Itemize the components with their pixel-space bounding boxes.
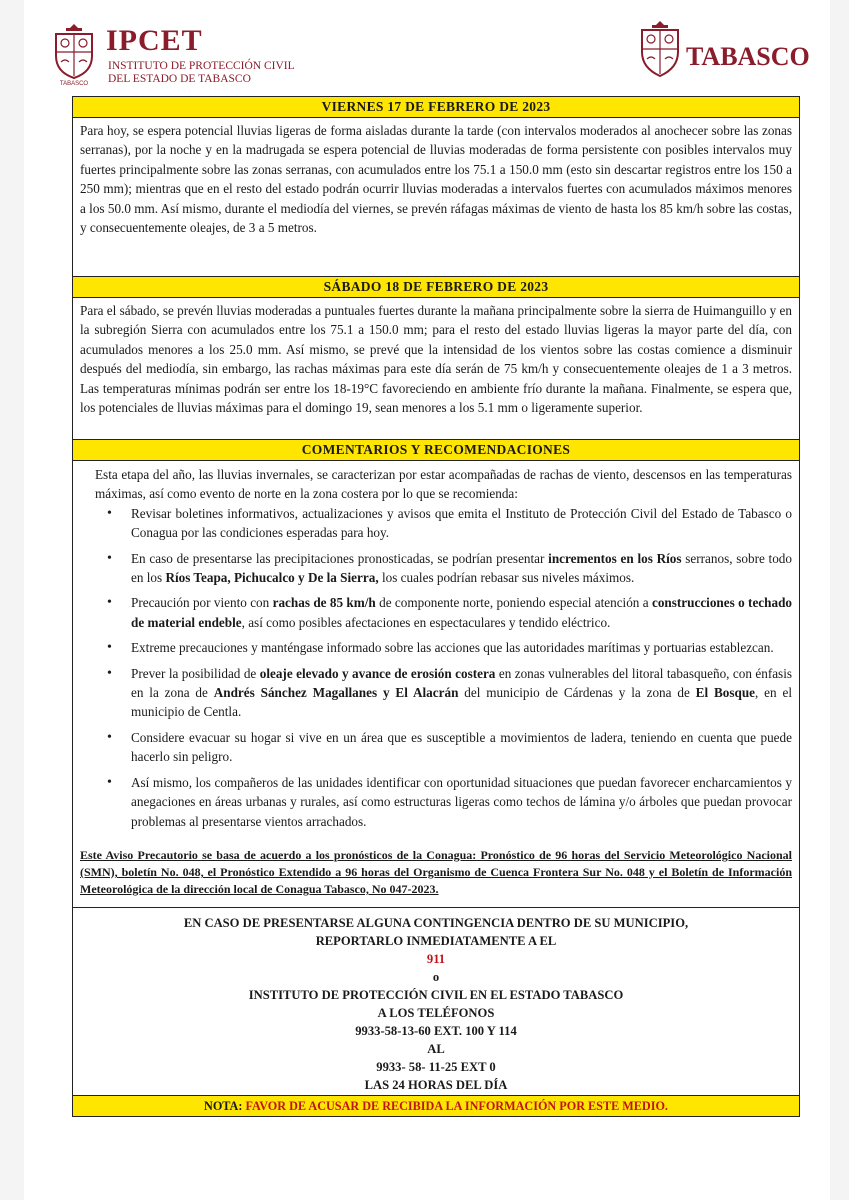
tabasco-title: TABASCO [686, 42, 810, 71]
list-item [131, 638, 792, 657]
saturday-section [73, 298, 799, 440]
list-item [131, 728, 792, 767]
list-item [131, 664, 792, 722]
recommendation-emphasis: incrementos en los Ríos [548, 550, 682, 566]
recommendation-text: Revisar boletines informativos, actualizaciones y avisos que emita el Instituto de Protección Civil del Estado de Tabasco o Conagua por las condiciones esperadas para hoy. [131, 505, 792, 541]
contact-al: AL [427, 1041, 445, 1056]
footer-note-message: FAVOR DE ACUSAR DE RECIBIDA LA INFORMACIÓN POR ESTE MEDIO. [245, 1099, 668, 1113]
recommendation-text: Considere evacuar su hogar si vive en un área que es susceptible a movimientos de ladera, teniendo en cuenta que puede hacerlo sin peligro. [131, 729, 792, 765]
ipcet-subtitle [108, 60, 295, 86]
footer-note [73, 1095, 799, 1116]
ipcet-coat-of-arms-icon [50, 22, 98, 86]
recommendation-text: En caso de presentarse las precipitaciones pronosticadas, se podrían presentar [131, 550, 549, 566]
contact-line-1: EN CASO DE PRESENTARSE ALGUNA CONTINGENCIA DENTRO DE SU MUNICIPIO, [183, 915, 689, 930]
friday-section [73, 118, 799, 277]
comments-heading: COMENTARIOS Y RECOMENDACIONES [73, 440, 799, 461]
recommendation-emphasis: El Bosque [695, 685, 756, 701]
recommendation-text: , así como posibles afectaciones en espectaculares y tendido eléctrico. [241, 614, 611, 630]
comments-intro: Esta etapa del año, las lluvias invernales, se caracterizan por estar acompañadas de rachas de viento, descensos en las temperaturas máximas, así como evento de norte en la zona costera por lo que se recomienda: [95, 467, 792, 502]
contact-hours: LAS 24 HORAS DEL DÍA [364, 1077, 508, 1092]
phone-number-2: 9933- 58- 11-25 EXT 0 [376, 1059, 496, 1074]
recommendation-emphasis: oleaje elevado y avance de erosión costera [259, 665, 496, 681]
bulletin-table [72, 96, 800, 1117]
recommendation-text: , en el municipio de Centla. [131, 685, 792, 720]
contact-line-2: REPORTARLO INMEDIATAMENTE A EL [315, 933, 557, 948]
contact-line-3: INSTITUTO DE PROTECCIÓN CIVIL EN EL ESTADO TABASCO [248, 987, 624, 1002]
letterhead [24, 18, 830, 88]
friday-forecast-text: Para hoy, se espera potencial lluvias ligeras de forma aisladas durante la tarde (con intervalos moderados al anochecer sobre las zonas serranas), por la noche y en la madrugada se espera potencial de lluvias moderadas de forma persistente con posibles intervalos muy fuertes principalmente sobre las zonas serranas, con acumulados entre los 75.1 a 150.0 mm (esto sin descartar registros entre los 150 a 250 mm); mientras que en el resto del estado podrán ocurrir lluvias moderadas a intervalos fuertes con acumulados máximos menores a los 50.0 mm. Así mismo, durante el mediodía del viernes, se prevén ráfagas máximas de viento de hasta los 85 km/h sobre las costas, y consecuentemente oleajes, de 3 a 5 metros. [80, 123, 792, 236]
recommendation-text: Precaución por viento con [131, 595, 273, 611]
list-item [131, 773, 792, 831]
recommendation-text: serranos, sobre todo en los [131, 550, 792, 586]
recommendation-text: Así mismo, los compañeros de las unidades identificar con oportunidad situaciones que puedan favorecer encharcamientos y anegaciones en áreas urbanas y rurales, así como estructuras ligeras como techos de lámina y/o árboles que puedan provocar problemas al presentarse vientos arrachados. [131, 774, 792, 829]
contact-line-4: A LOS TELÉFONOS [377, 1005, 495, 1020]
phone-number-1: 9933-58-13-60 EXT. 100 Y 114 [355, 1023, 517, 1038]
recommendations-list [73, 504, 799, 831]
ipcet-subtitle-line-2: DEL ESTADO DE TABASCO [108, 73, 251, 85]
source-note: Este Aviso Precautorio se basa de acuerdo a los pronósticos de la Conagua: Pronóstico de 96 horas del Servicio Meteorológico Nacional (SMN), boletín No. 048, el Pronóstico Extendido a 96 horas del Organismo de Cuenca Frontera Sur No. 048 y el Boletín de Información Meteorológica de la dirección local de Conagua Tabasco, No 047-2023. [80, 847, 792, 896]
footer-note-label: NOTA: [204, 1099, 243, 1113]
contact-block [73, 908, 799, 1094]
recommendation-text: Extreme precauciones y manténgase informado sobre las acciones que las autoridades marítimas y portuarias establezcan. [131, 640, 774, 656]
recommendation-emphasis: Andrés Sánchez Magallanes y El Alacrán [213, 685, 459, 701]
recommendation-emphasis: Ríos Teapa, Pichucalco y De la Sierra, [165, 570, 379, 586]
recommendation-emphasis: construcciones o techado de material endeble [131, 595, 793, 630]
ipcet-title: IPCET [106, 24, 203, 57]
document-page [24, 0, 830, 1200]
comments-section [73, 461, 799, 901]
list-item [131, 549, 792, 588]
recommendation-text: los cuales podrían rebasar sus niveles máximos. [378, 570, 635, 586]
tabasco-coat-of-arms-icon [638, 20, 682, 82]
recommendation-text: Prever la posibilidad de [131, 665, 260, 681]
recommendation-emphasis: rachas de 85 km/h [272, 595, 376, 611]
recommendation-text: del municipio de Cárdenas y la zona de [458, 685, 696, 701]
saturday-forecast-text: Para el sábado, se prevén lluvias moderadas a puntuales fuertes durante la mañana principalmente sobre la sierra de Huimanguillo y en la subregión Sierra con acumulados entre los 75.1 a 150.0 mm; para el resto del estado lluvias ligeras la mayor parte del día, con acumulados menores a los 25.0 mm. Así mismo, se prevé que la intensidad de los vientos sobre las costas comience a disminuir después del mediodía, sin embargo, las rachas máximas para este día serán de 75 km/h y consecuentemente oleajes de 1 a 3 metros. Las temperaturas mínimas podrán ser entre los 18-19°C favoreciendo en ambiente frío durante la mañana. Finalmente, se espera que, los potenciales de lluvias máximas para el domingo 19, sean menores a los 5.1 mm o ligeramente superior. [80, 303, 792, 416]
ipcet-logo-caption: TABASCO [59, 81, 89, 86]
recommendation-text: en zonas vulnerables del litoral tabasqueño, con énfasis en la zona de [131, 665, 792, 701]
contact-or: o [432, 969, 440, 984]
list-item [131, 504, 792, 543]
list-item [131, 593, 792, 632]
saturday-heading: SÁBADO 18 DE FEBRERO DE 2023 [73, 277, 799, 298]
ipcet-subtitle-line-1: INSTITUTO DE PROTECCIÓN CIVIL [108, 60, 295, 72]
friday-heading: VIERNES 17 DE FEBRERO DE 2023 [73, 97, 799, 118]
emergency-number: 911 [426, 951, 446, 966]
recommendation-text: de componente norte, poniendo especial atención a [375, 595, 652, 611]
